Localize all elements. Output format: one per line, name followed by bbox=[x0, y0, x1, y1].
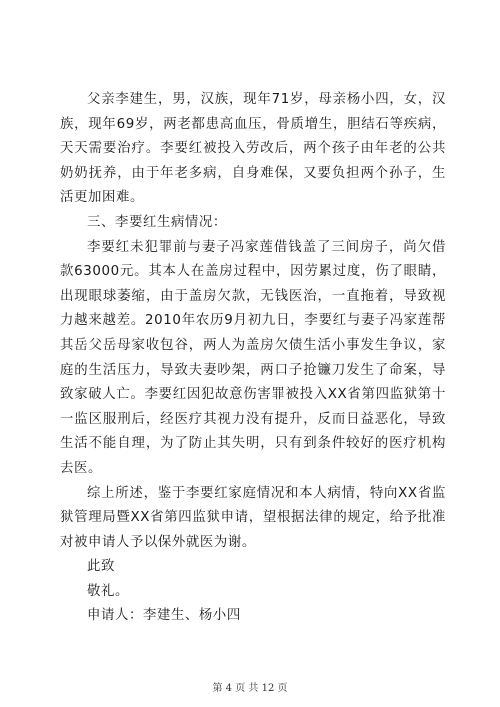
paragraph-illness-details: 李要红未犯罪前与妻子冯家莲借钱盖了三间房子，尚欠借款63000元。其本人在盖房过程中，因劳累过度，伤了眼睛，出现眼球萎缩，由于盖房欠款，无钱医治，一直拖着，导致视力越来越差。2010年农历9月初九日，李要红与妻子冯家莲帮其岳父岳母家收包谷，两人为盖房欠债生活小事发生争议，家庭的生活压力，导致夫妻吵架，两口子抢镰刀发生了命案，导致家破人亡。李要红因犯故意伤害罪被投入XX省第四监狱第十一监区服刑后，经医疗其视力没有提升，反而日益恶化，导致生活不能自理，为了防止其失明，只有到条件较好的医疗机构去医。 bbox=[60, 239, 446, 476]
paragraph-summary-request: 综上所述，鉴于李要红家庭情况和本人病情，特向XX省监狱管理局暨XX省第四监狱申请，望根据法律的规定，给予批准对被申请人予以保外就医为谢。 bbox=[60, 485, 446, 550]
signature-line: 申请人：李建生、杨小四 bbox=[87, 608, 241, 624]
salute-text: 敬礼。 bbox=[87, 583, 129, 599]
page-number-footer: 第 4 页 共 12 页 bbox=[212, 683, 288, 694]
paragraph-parents-info: 父亲李建生，男，汉族，现年71岁，母亲杨小四，女，汉族，现年69岁，两老都患高血压，骨质增生，胆结石等疾病，天天需要治疗。李要红被投入劳改后，两个孩子由年老的公共奶奶抚养，由于年老多病，自身难保，又要负担两个孙子，生活更加困难。 bbox=[60, 92, 446, 206]
section-heading-illness: 三、李要红生病情况： bbox=[87, 214, 227, 230]
document-body bbox=[60, 88, 446, 629]
closing-text: 此致 bbox=[87, 559, 115, 575]
